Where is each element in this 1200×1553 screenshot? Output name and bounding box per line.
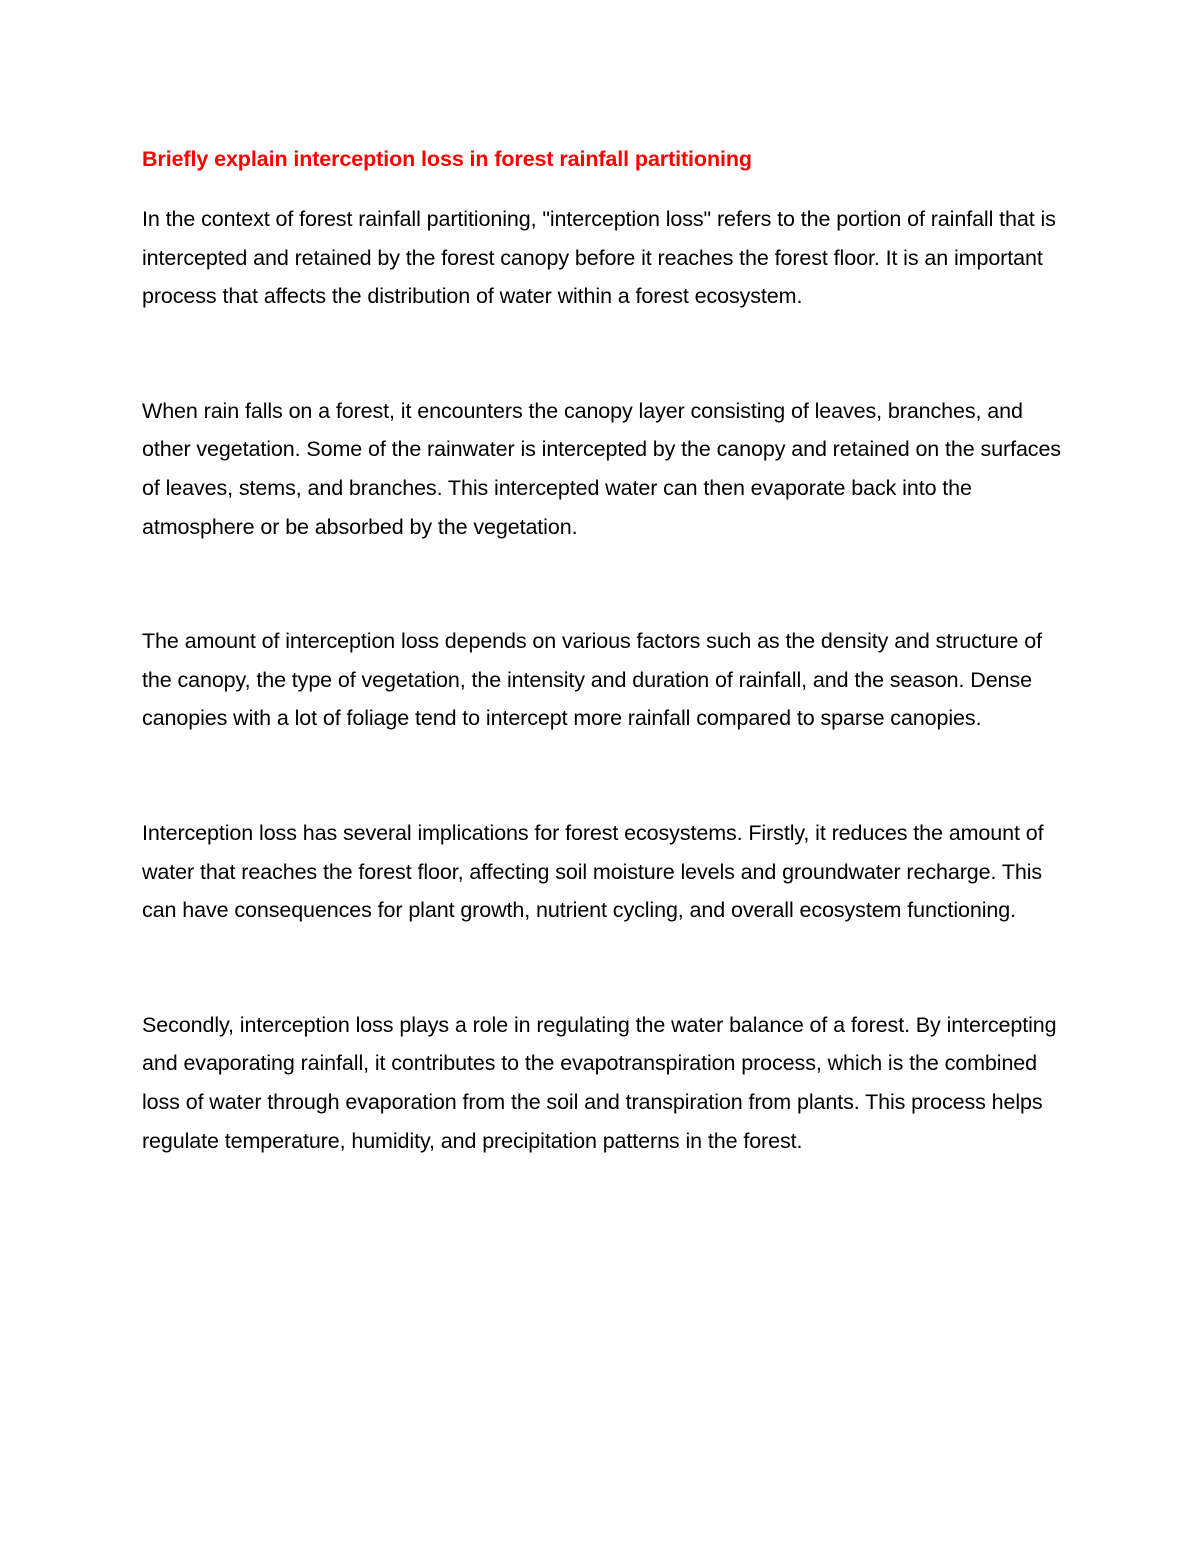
paragraph-2: When rain falls on a forest, it encounters the canopy layer consisting of leaves, branches, and other vegetation. Some of the rainwater is intercepted by the canopy and retained on the surfaces of leaves, stems, and branches. This intercepted water can then evaporate back into the atmosphere or be absorbed by the vegetation. xyxy=(142,398,1061,539)
paragraph-4: Interception loss has several implications for forest ecosystems. Firstly, it reduces the amount of water that reaches the forest floor, affecting soil moisture levels and groundwater recharge. This can have consequences for plant growth, nutrient cycling, and overall ecosystem functioning. xyxy=(142,820,1044,923)
paragraph-5: Secondly, interception loss plays a role in regulating the water balance of a forest. By intercepting and evaporating rainfall, it contributes to the evapotranspiration process, which is the combined loss of water through evaporation from the soil and transpiration from plants. This process helps regulate temperature, humidity, and precipitation patterns in the forest. xyxy=(142,1012,1057,1153)
paragraph-1: In the context of forest rainfall partitioning, "interception loss" refers to the portion of rainfall that is intercepted and retained by the forest canopy before it reaches the forest floor. It is an important process that affects the distribution of water within a forest ecosystem. xyxy=(142,207,1056,309)
document-body xyxy=(142,140,1072,1160)
document-title: Briefly explain interception loss in forest rainfall partitioning xyxy=(142,147,752,171)
paragraph-3: The amount of interception loss depends on various factors such as the density and structure of the canopy, the type of vegetation, the intensity and duration of rainfall, and the season. Dense canopies with a lot of foliage tend to intercept more rainfall compared to sparse canopies. xyxy=(142,629,1042,731)
